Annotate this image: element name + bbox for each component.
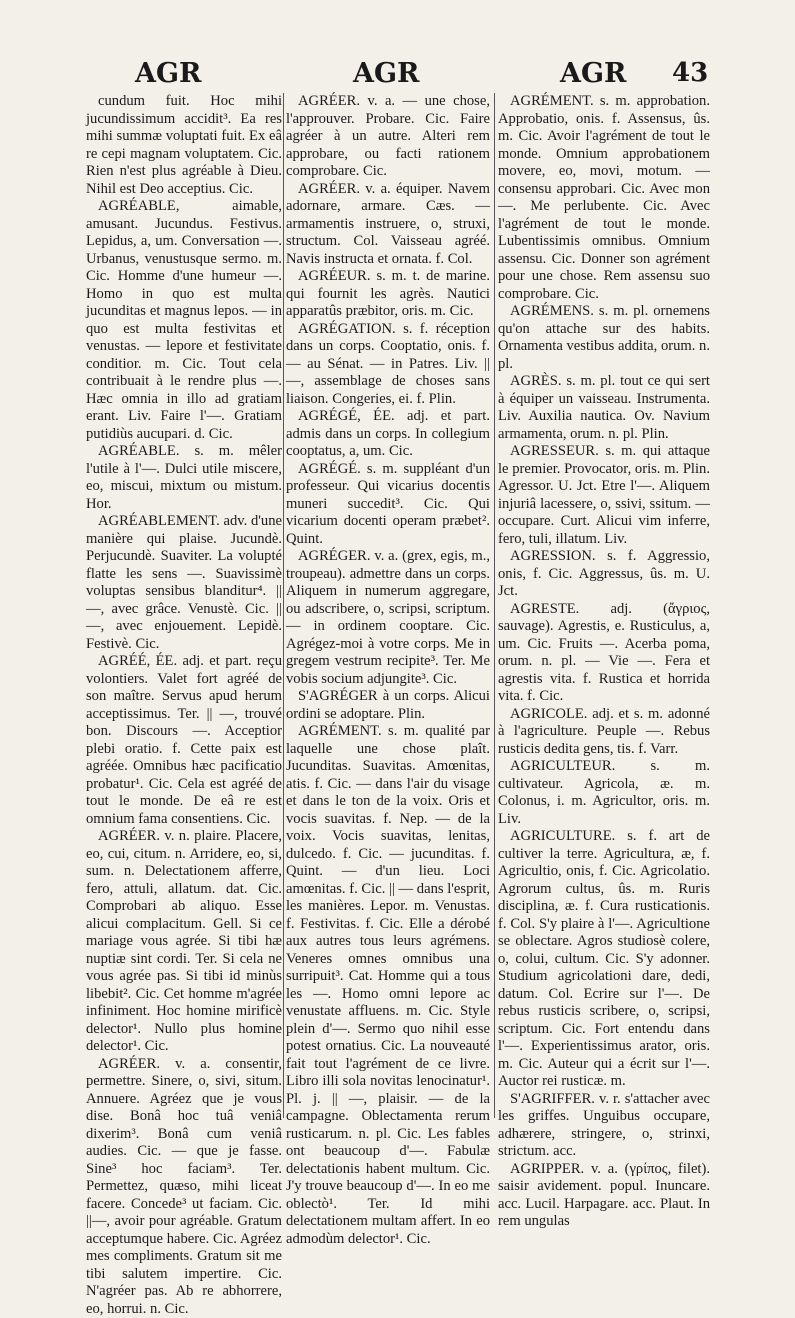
dictionary-entry: AGRÉGÉ, ÉE. adj. et part. admis dans un corps. In collegium cooptatus, a, um. Cic. bbox=[286, 408, 490, 461]
guide-word-right: AGR bbox=[560, 58, 626, 89]
dictionary-entry: AGRÉMENS. s. m. pl. ornemens qu'on attache sur des habits. Ornamenta vestibus addita, orum. n. pl. bbox=[498, 303, 710, 373]
guide-word-left: AGR bbox=[135, 58, 201, 89]
page-header bbox=[0, 58, 795, 90]
dictionary-entry: AGRÉER. v. a. équiper. Navem adornare, armare. Cæs. — armamentis instruere, o, struxi, structum. Col. Vaisseau agréé. Navis instructa et ornata. f. Col. bbox=[286, 181, 490, 269]
dictionary-entry: AGRESTE. adj. (ἄγριος, sauvage). Agrestis, e. Rusticulus, a, um. Cic. Fruits —. Acerba poma, orum. n. pl. — Vie —. Fera et agrestis vita. f. Rustica et horrida vita. f. Cic. bbox=[498, 601, 710, 706]
dictionary-entry: cundum fuit. Hoc mihi jucundissimum accidit³. Ea res mihi summæ voluptati fuit. Ex eâ re cepi magnam voluptatem. Cic. Rien n'est plus agréable à Dieu. Nihil est Deo acceptius. Cic. bbox=[86, 93, 282, 198]
dictionary-entry: AGRÉMENT. s. m. qualité par laquelle une chose plaît. Jucunditas. Suavitas. Amœnitas, atis. f. Cic. — dans l'air du visage et dans le ton de la voix. Oris et vocis suavitas. f. Nep. — de la voix. Vocis suavitas, lenitas, dulcedo. f. Cic. — jucunditas. f. Quint. — d'un lieu. Loci amœnitas. f. Cic. || — dans l'esprit, les manières. Lepor. m. Venustas. f. Festivitas. f. Cic. Elle a dérobé aux autres tous leurs agrémens. Veneres omnes omnibus una surripuit³. Cat. Homme qui a tous les —. Homo omni lepore ac venustate affluens. m. Cic. Style plein d'—. Sermo quo nihil esse potest ornatius. Cic. La nouveauté fait tout l'agrément de ce livre. Libro illi sola novitas lenocinatur¹. Pl. j. || —, plaisir. — de la campagne. Oblectamenta rerum rusticarum. n. pl. Cic. Les fables ont beaucoup d'—. Fabulæ delectationis habent multum. Cic. J'y trouve beaucoup d'—. In eo me oblectò¹. Ter. Id mihi delectationem multam affert. In eo admodùm delector¹. Cic. bbox=[286, 723, 490, 1248]
dictionary-entry: AGRÉABLE, aimable, amusant. Jucundus. Festivus. Lepidus, a, um. Conversation —. Urbanus, venustusque sermo. m. Cic. Homme d'une humeur —. Homo in quo est multa jucunditas et magnus lepos. — in quo est multa festivitas et venustas. — lepore et festivitate conditior. m. Cic. Tout cela contribuait à le rendre plus —. Hæc omnia in illo ad gratiam erant. Liv. Faire l'—. Gratiam putidiùs aucupari. d. Cic. bbox=[86, 198, 282, 443]
dictionary-entry: AGRÉGÉ. s. m. suppléant d'un professeur. Qui vicarius docentis muneri succedit³. Cic. Qui vicarium docenti operam præbet². Quint. bbox=[286, 461, 490, 549]
dictionary-entry: AGRÉEUR. s. m. t. de marine. qui fournit les agrès. Nautici apparatûs præbitor, oris. m. Cic. bbox=[286, 268, 490, 321]
dictionary-entry: AGRESSION. s. f. Aggressio, onis, f. Cic. Aggressus, ûs. m. U. Jct. bbox=[498, 548, 710, 601]
dictionary-entry: AGRÉABLEMENT. adv. d'une manière qui plaise. Jucundè. Perjucundè. Suaviter. La volupté flatte les sens —. Suavissimè voluptas sensibus blanditur⁴. || —, avec grâce. Venustè. Cic. || —, avec enjouement. Lepidè. Festivè. Cic. bbox=[86, 513, 282, 653]
dictionary-entry: AGRICULTEUR. s. m. cultivateur. Agricola, æ. m. Colonus, i. m. Agricultor, oris. m. Liv. bbox=[498, 758, 710, 828]
dictionary-entry: AGRÉER. v. a. — une chose, l'approuver. Probare. Cic. Faire agréer à un autre. Alteri rem approbare, ou facti rationem comprobare. Cic. bbox=[286, 93, 490, 181]
column-divider bbox=[494, 93, 495, 1118]
page-number: 43 bbox=[672, 58, 708, 88]
guide-word-center: AGR bbox=[353, 58, 419, 89]
dictionary-entry: AGRICOLE. adj. et s. m. adonné à l'agriculture. Peuple —. Rebus rusticis dedita gens, tis. f. Varr. bbox=[498, 706, 710, 759]
dictionary-entry: AGRÉMENT. s. m. approbation. Approbatio, onis. f. Assensus, ûs. m. Cic. Avoir l'agrément de tout le monde. Omnium approbationem movere, eo, movi, motum. — consensu approbari. Cic. Avec mon —. Me perlubente. Cic. Avec l'agrément de tout le monde. Lubentissimis omnibus. Omnium assensu. Cic. Donner son agrément pour une chose. Rem assensu suo comprobare. Cic. bbox=[498, 93, 710, 303]
dictionary-entry: AGRIPPER. v. a. (γρίπος, filet). saisir avidement. popul. Inuncare. acc. Lucil. Harpagare. acc. Plaut. In rem ungulas bbox=[498, 1161, 710, 1231]
dictionary-entry: AGRICULTURE. s. f. art de cultiver la terre. Agricultura, æ, f. Agricultio, onis, f. Cic. Agricolatio. Agrorum cultus, ûs. m. Ruris disciplina, æ. f. Cura rusticationis. f. Col. S'y plaire à l'—. Agricultione se oblectare. Agros studiosè colere, o, colui, cultum. Cic. S'y adonner. Studium agricolationi dare, dedi, datum. Col. Ecrire sur l'—. De rebus rusticis scribere, o, scripsi, scriptum. Cic. Fort entendu dans l'—. Experientissimus arator, oris. m. Cic. Auteur qui a écrit sur l'—. Auctor rei rusticæ. m. bbox=[498, 828, 710, 1091]
dictionary-entry: AGRÉABLE. s. m. mêler l'utile à l'—. Dulci utile miscere, eo, miscui, mixtum ou mistum. Hor. bbox=[86, 443, 282, 513]
dictionary-entry: AGRÉÉ, ÉE. adj. et part. reçu volontiers. Valet fort agréé de son maître. Servus apud herum acceptissimus. Ter. || —, trouvé bon. Discours —. Acceptior plebi oratio. f. Cette paix est agréée. Omnibus hæc pacificatio probatur¹. Cic. Cela est agréé de tout le monde. De eâ re est omnium fama consentiens. Cic. bbox=[86, 653, 282, 828]
dictionary-entry: AGRÉER. v. a. consentir, permettre. Sinere, o, sivi, situm. Annuere. Agréez que je vous dise. Bonâ hoc tuâ veniâ dixerim³. Bonâ cum veniâ audies. Cic. — que je fasse. Sine³ hoc faciam³. Ter. Permettez, quæso, mihi liceat facere. Concede³ ut faciam. Cic. ||—, avoir pour agréable. Gratum acceptumque habere. Cic. Agréez mes compliments. Gratum sit me tibi salutem impertire. Cic. N'agréer pas. Ab re abhorrere, eo, horrui. n. Cic. bbox=[86, 1056, 282, 1318]
dictionary-entry: S'AGRÉGER à un corps. Alicui ordini se adoptare. Plin. bbox=[286, 688, 490, 723]
dictionary-entry: AGRÉGER. v. a. (grex, egis, m., troupeau). admettre dans un corps. Aliquem in numerum aggregare, ou adscribere, o, scripsi, scriptum. — in ordinem cooptare. Cic. Agrégez-moi à votre corps. Me in gregem vestrum recipite³. Ter. Me vobis socium adjungite³. Cic. bbox=[286, 548, 490, 688]
dictionary-column-1 bbox=[86, 93, 282, 1173]
dictionary-column-3 bbox=[498, 93, 710, 1173]
dictionary-entry: AGRÉER. v. n. plaire. Placere, eo, cui, citum. n. Arridere, eo, si, sum. n. Delectationem afferre, fero, attuli, allatum. dat. Cic. Comprobari ab aliquo. Esse alicui complacitum. Gell. Si ce mariage vous agrée. Si tibi hæ nuptiæ sint cordi. Ter. Si cela ne vous agrée pas. Si tibi id minùs libebit². Cic. Cet homme m'agrée infiniment. Hoc homine mirificè delector¹. Nullo plus homine delector¹. Cic. bbox=[86, 828, 282, 1056]
dictionary-entry: AGRÉGATION. s. f. réception dans un corps. Cooptatio, onis. f. — au Sénat. — in Patres. Liv. || —, assemblage de choses sans liaison. Congeries, ei. f. Plin. bbox=[286, 321, 490, 409]
dictionary-entry: AGRÈS. s. m. pl. tout ce qui sert à équiper un vaisseau. Instrumenta. Liv. Auxilia nautica. Ov. Navium armamenta, orum. n. pl. Plin. bbox=[498, 373, 710, 443]
dictionary-column-2 bbox=[286, 93, 490, 1173]
dictionary-entry: AGRESSEUR. s. m. qui attaque le premier. Provocator, oris. m. Plin. Agressor. U. Jct. Etre l'—. Aliquem injuriâ lacessere, o, ssivi, ssitum. — occupare. Curt. Alicui vim inferre, fero, tuli, illatum. Liv. bbox=[498, 443, 710, 548]
column-divider bbox=[283, 93, 284, 1118]
dictionary-entry: S'AGRIFFER. v. r. s'attacher avec les griffes. Unguibus occupare, adhærere, stringere, o, strinxi, strictum. acc. bbox=[498, 1091, 710, 1161]
